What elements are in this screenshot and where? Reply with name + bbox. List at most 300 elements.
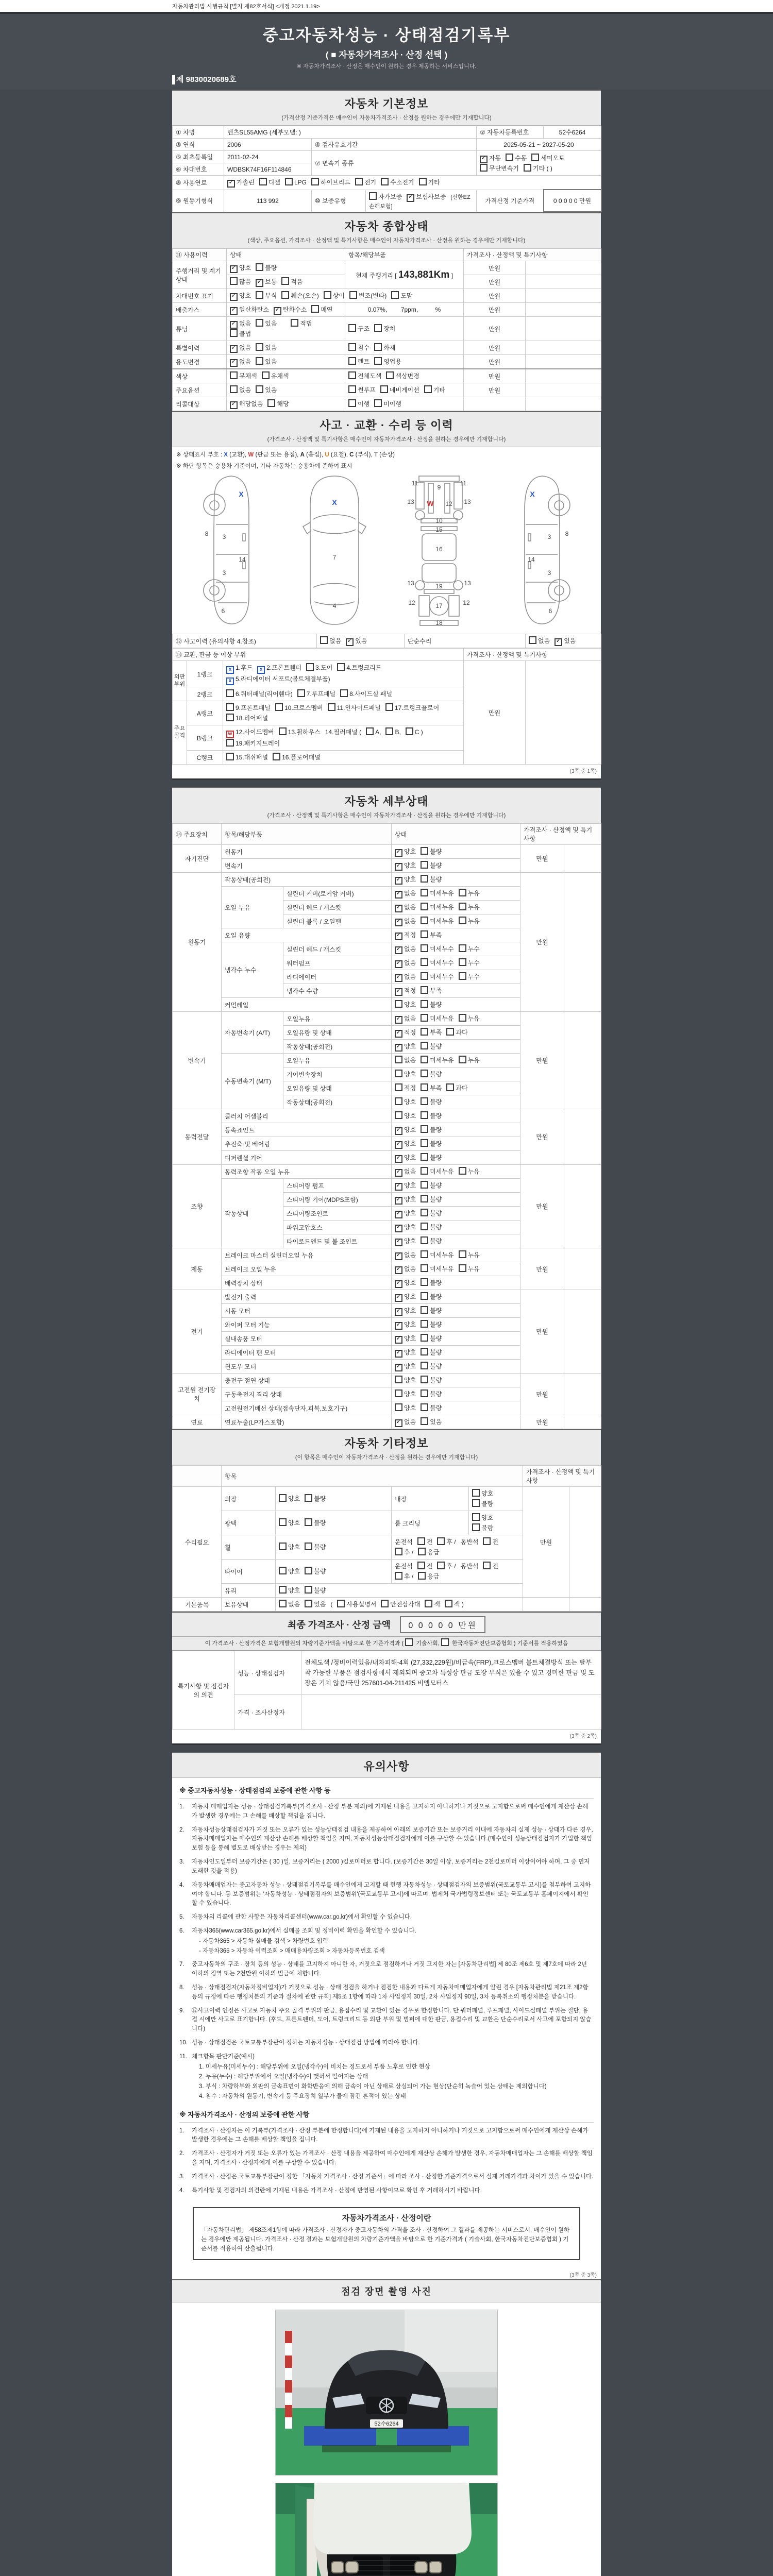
checkbox-icon[interactable] [385, 727, 393, 735]
checkbox-icon[interactable] [395, 891, 402, 899]
checkbox-icon[interactable] [395, 1308, 402, 1316]
checkbox-icon[interactable] [230, 371, 238, 379]
option [421, 1111, 442, 1121]
checkbox-icon[interactable] [459, 958, 466, 966]
remarks-side-label: 특기사항 및 점검자의 의견 [173, 1651, 234, 1730]
car-diagrams [172, 470, 601, 634]
checkbox-icon[interactable] [274, 307, 281, 315]
checkbox-icon[interactable] [421, 1083, 428, 1091]
checkbox-icon[interactable] [374, 357, 382, 365]
option-label: LPG [294, 179, 307, 186]
checkbox-icon[interactable] [446, 1028, 454, 1036]
notice-block1-title: ※ 중고자동차성능 · 상태점검의 보증에 관한 사항 등 [179, 1782, 594, 1799]
checkbox-icon[interactable] [395, 1044, 402, 1052]
checkbox-icon[interactable] [279, 1494, 287, 1502]
checkbox-icon[interactable] [366, 727, 374, 735]
checkbox-icon[interactable] [421, 1334, 428, 1342]
checkbox-icon[interactable] [230, 401, 238, 409]
checkbox-icon[interactable] [459, 1167, 466, 1175]
checkbox-icon[interactable] [279, 1600, 287, 1607]
checkbox-icon[interactable]: x [226, 677, 234, 685]
checkbox-icon[interactable] [421, 1181, 428, 1189]
checkbox-icon[interactable]: x [226, 666, 234, 674]
checkbox-icon[interactable] [395, 1097, 402, 1105]
option-label: 미세누유 [430, 1251, 454, 1259]
checkbox-icon[interactable] [395, 1322, 402, 1330]
checkbox-icon[interactable] [421, 1056, 428, 1063]
checkbox-icon[interactable] [256, 357, 263, 365]
rankB-options[interactable] [223, 725, 464, 751]
checkbox-icon[interactable] [395, 1169, 402, 1177]
checkbox-icon[interactable] [421, 986, 428, 994]
checkbox-icon[interactable] [421, 1236, 428, 1244]
checkbox-icon[interactable] [256, 263, 263, 271]
option-label: 불량 [430, 1182, 442, 1189]
checkbox-icon[interactable] [421, 861, 428, 869]
checkbox-icon[interactable] [324, 291, 331, 299]
option-label: 있음 [265, 386, 277, 394]
checkbox-icon[interactable] [230, 307, 238, 315]
transmission-options[interactable] [477, 151, 601, 176]
checkbox-icon[interactable] [421, 1223, 428, 1230]
checkbox-icon[interactable] [421, 1348, 428, 1355]
checkbox-icon[interactable] [386, 371, 394, 379]
accident-history-options[interactable] [317, 634, 405, 648]
rank2-options[interactable] [223, 687, 464, 701]
checkbox-icon[interactable] [483, 1562, 491, 1569]
recall-items[interactable] [345, 397, 464, 411]
option [395, 888, 416, 899]
checkbox-icon[interactable] [483, 1537, 491, 1545]
option-label: 안전삼각대 [390, 1601, 421, 1608]
checkbox-icon[interactable] [230, 265, 238, 273]
checkbox-icon[interactable] [230, 329, 238, 337]
option [395, 1013, 416, 1024]
mileage-amount-options[interactable] [227, 275, 345, 289]
checkbox-icon[interactable] [445, 1600, 452, 1607]
checkbox-icon[interactable] [421, 903, 428, 910]
checkbox-icon[interactable] [279, 1586, 287, 1594]
option [421, 860, 442, 871]
checkbox-icon[interactable] [395, 960, 402, 968]
checkbox-icon[interactable] [459, 944, 466, 952]
exchange-parts-table [172, 648, 601, 765]
group-transmission: 변속기 [173, 1012, 222, 1109]
checkbox-icon[interactable] [226, 739, 234, 747]
notice-number: 10. [179, 2039, 188, 2046]
checkbox-icon[interactable] [395, 1252, 402, 1260]
checkbox-icon[interactable] [459, 1014, 466, 1022]
checkbox-icon[interactable] [421, 1195, 428, 1202]
checkbox-icon[interactable] [348, 324, 356, 332]
checkbox-icon[interactable] [395, 863, 402, 871]
checkbox-icon[interactable] [320, 636, 328, 644]
checkbox-icon[interactable] [421, 1389, 428, 1397]
notice-text: 성능 · 상태점검은 국토교통부장관이 정하는 자동차성능 · 상태점검 방법에 따라야 합니다. [192, 2039, 420, 2046]
checkbox-icon[interactable] [395, 1016, 402, 1024]
checkbox-icon[interactable] [421, 1153, 428, 1161]
option [256, 277, 277, 287]
checkbox-icon[interactable] [506, 154, 513, 161]
checkbox-icon[interactable] [395, 1403, 402, 1411]
car-name-value: 벤츠SL55AMG (세부모델: ) [224, 126, 477, 139]
checkbox-icon[interactable] [395, 1197, 402, 1205]
checkbox-icon[interactable] [337, 663, 345, 671]
checkbox-icon[interactable] [256, 319, 263, 327]
option [421, 1194, 442, 1205]
checkbox-icon[interactable] [419, 178, 427, 185]
option-label: 가솔린 [237, 179, 255, 186]
color-items[interactable] [345, 369, 464, 383]
checkbox-icon[interactable] [369, 192, 377, 200]
checkbox-icon[interactable] [391, 291, 399, 299]
special-history-items[interactable] [345, 341, 464, 355]
checkbox-icon[interactable] [230, 345, 238, 353]
checkbox-icon[interactable] [285, 178, 293, 185]
frame-group-label: 주요골격 [173, 701, 187, 765]
checkbox-icon[interactable] [421, 1417, 428, 1425]
checkbox-icon[interactable] [226, 703, 234, 711]
checkbox-icon[interactable] [355, 178, 363, 185]
checkbox-icon[interactable] [437, 1537, 445, 1545]
checkbox-icon[interactable] [226, 753, 234, 760]
option [386, 371, 419, 381]
checkbox-icon[interactable] [421, 1264, 428, 1272]
checkbox-icon[interactable] [256, 279, 263, 287]
checkbox-icon[interactable] [395, 877, 402, 885]
option [230, 343, 251, 353]
checkbox-icon[interactable] [259, 178, 267, 185]
vin-mark-options[interactable] [227, 289, 464, 303]
checkbox-icon[interactable] [348, 343, 356, 351]
checkbox-icon[interactable] [421, 1014, 428, 1022]
checkbox-icon[interactable] [374, 343, 382, 351]
checkbox-icon[interactable] [395, 1376, 402, 1383]
checkbox-icon[interactable] [459, 1250, 466, 1258]
checkbox-icon[interactable] [459, 972, 466, 980]
checkbox-icon[interactable] [421, 1209, 428, 1216]
checkbox-icon[interactable] [395, 988, 402, 996]
option [421, 1166, 453, 1177]
checkbox-icon[interactable] [554, 638, 562, 646]
checkbox-icon[interactable] [311, 305, 319, 313]
checkbox-icon[interactable] [306, 663, 314, 671]
diagram-mark: 15 [435, 526, 443, 533]
checkbox-icon[interactable] [395, 1083, 402, 1091]
checkbox-icon[interactable] [230, 277, 238, 285]
checkbox-icon[interactable] [256, 343, 263, 351]
checkbox-icon[interactable] [348, 399, 356, 407]
detail-head-item: 항목/해당부품 [222, 824, 392, 845]
checkbox-icon[interactable] [281, 277, 289, 285]
checkbox-icon[interactable] [395, 1155, 402, 1163]
checkbox-icon[interactable] [480, 164, 488, 172]
checkbox-icon[interactable] [395, 1183, 402, 1191]
option-label: 구조 [358, 325, 370, 332]
simple-repair-options[interactable] [526, 634, 601, 648]
main-option-items[interactable] [345, 383, 464, 397]
engine-type-value: 113 992 [224, 190, 312, 212]
option-label: 양호 [481, 1514, 494, 1521]
option-label: 적정 [404, 987, 416, 994]
recall-options[interactable] [227, 397, 345, 411]
option [380, 385, 419, 395]
option-label: 전 [492, 1538, 499, 1546]
checkbox-icon[interactable] [279, 1567, 287, 1574]
option [230, 399, 263, 409]
checkbox-icon[interactable] [337, 1600, 345, 1607]
checkbox-icon[interactable] [395, 1294, 402, 1302]
checkbox-icon[interactable] [226, 714, 234, 721]
checkbox-icon[interactable] [267, 399, 275, 407]
checkbox-icon[interactable] [421, 1362, 428, 1369]
checkbox-icon[interactable] [328, 703, 335, 711]
checkbox-icon[interactable] [406, 727, 413, 735]
checkbox-icon[interactable] [348, 357, 356, 365]
notice-text: 가격조사 · 산정자가 거짓 또는 오류가 있는 가격조사 · 산정 내용을 제공하여 매수인에게 재산상 손해가 발생한 경우, 자동차매매업자는 그 손해를 배상할 책임을 지며, 가격조사 · 산정자에게 이를 구상할 수 있습니다. [192, 2150, 593, 2166]
checkbox-icon[interactable] [305, 1600, 312, 1607]
option [421, 846, 442, 857]
checkbox-icon[interactable] [395, 946, 402, 954]
notice-number: 5. [179, 1914, 184, 1921]
checkbox-icon[interactable] [281, 291, 289, 299]
option [421, 1180, 442, 1191]
option [421, 1292, 442, 1302]
main-option-options[interactable] [227, 383, 345, 397]
option [459, 944, 480, 954]
checkbox-icon[interactable] [421, 875, 428, 883]
checkbox-icon[interactable] [421, 1306, 428, 1314]
checkbox-icon[interactable] [395, 1572, 402, 1580]
checkbox-icon[interactable] [227, 180, 235, 188]
checkbox-icon[interactable] [230, 359, 238, 367]
option-label: 12.사이드멤버 [236, 728, 274, 736]
emission-options[interactable] [227, 303, 345, 317]
option [524, 163, 552, 174]
checkbox-icon[interactable] [395, 1070, 402, 1077]
checkbox-icon[interactable] [472, 1523, 480, 1531]
checkbox-icon[interactable] [275, 703, 283, 711]
checkbox-icon[interactable] [349, 291, 357, 299]
checkbox-icon[interactable] [305, 1494, 312, 1502]
checkbox-icon[interactable] [421, 944, 428, 952]
warranty-options[interactable] [366, 190, 477, 212]
checkbox-icon[interactable] [424, 385, 432, 393]
checkbox-icon[interactable] [421, 1376, 428, 1383]
checkbox-icon[interactable] [524, 164, 531, 172]
checkbox-icon[interactable] [421, 1320, 428, 1328]
diagram-mark: 6 [221, 607, 225, 615]
checkbox-icon[interactable] [459, 1056, 466, 1063]
checkbox-icon[interactable] [346, 638, 354, 646]
option-label: 불량 [430, 1321, 442, 1328]
checkbox-icon[interactable] [529, 636, 536, 644]
notice-text: 성능 · 상태점검자(자동차정비업자)가 거짓으로 성능 · 상태 점검을 하거나 점검한 내용과 다르게 자동차매매업자에게 알린 경우 [자동차관리법 제21조 제2항 등의 규정에 따른 행정처분의 기준과 절차에 관한 규칙] 제5조 1항에 따라 1차 사업정지 30일, 2차 사업정지 90일, 3차 등록취소의 행정처분을 받습니다. [192, 1984, 589, 2000]
option-label: 없음 [404, 973, 416, 980]
checkbox-icon[interactable] [418, 1548, 426, 1555]
checkbox-icon[interactable] [381, 178, 389, 185]
checkbox-icon[interactable] [348, 385, 356, 393]
checkbox-icon[interactable] [417, 1537, 425, 1545]
checkbox-icon[interactable] [297, 689, 305, 697]
checkbox-icon[interactable] [305, 1518, 312, 1526]
option-label: 불량 [430, 1140, 442, 1147]
checkbox-icon[interactable] [395, 1056, 402, 1063]
checkbox-icon[interactable] [459, 903, 466, 910]
option [349, 291, 386, 301]
checkbox-icon[interactable] [311, 178, 319, 185]
checkbox-icon[interactable] [421, 1000, 428, 1008]
option [340, 689, 392, 699]
checkbox-icon[interactable] [418, 1572, 426, 1580]
checkbox-icon[interactable] [421, 1111, 428, 1119]
checkbox-icon[interactable] [230, 293, 238, 301]
checkbox-icon[interactable] [405, 1638, 413, 1646]
tuning-item-options[interactable] [345, 317, 464, 341]
checkbox-icon[interactable] [407, 194, 414, 202]
option-label: 양호 [404, 1071, 416, 1078]
checkbox-icon[interactable] [459, 917, 466, 924]
checkbox-icon[interactable] [531, 154, 539, 161]
mileage-state-options[interactable] [227, 261, 345, 275]
checkbox-icon[interactable] [395, 1127, 402, 1135]
checkbox-icon[interactable] [472, 1489, 480, 1497]
checkbox-icon[interactable] [421, 889, 428, 896]
checkbox-icon[interactable] [279, 1543, 287, 1550]
checkbox-icon[interactable] [421, 1167, 428, 1175]
checkbox-icon[interactable] [395, 1280, 402, 1288]
checkbox-icon[interactable]: x [257, 666, 265, 674]
tuning-options[interactable] [227, 317, 345, 341]
checkbox-icon[interactable] [395, 974, 402, 982]
checkbox-icon[interactable] [421, 1250, 428, 1258]
checkbox-icon[interactable] [340, 689, 348, 697]
checkbox-icon[interactable] [421, 1070, 428, 1077]
checkbox-icon[interactable] [472, 1499, 480, 1507]
checkbox-icon[interactable] [279, 1518, 287, 1526]
special-history-options[interactable] [227, 341, 345, 355]
option [395, 1361, 416, 1371]
color-options[interactable] [227, 369, 345, 383]
checkbox-icon[interactable] [226, 689, 234, 697]
option-label: 양호 [288, 1544, 300, 1551]
document-number: 제 9830020689호 [172, 75, 601, 84]
checkbox-icon[interactable] [395, 1111, 402, 1119]
checkbox-icon[interactable] [421, 1292, 428, 1300]
checkbox-icon[interactable] [230, 321, 238, 329]
checkbox-icon[interactable] [395, 905, 402, 912]
checkbox-icon[interactable] [395, 1419, 402, 1427]
rank1-options[interactable] [223, 661, 464, 687]
checkbox-icon[interactable] [395, 1389, 402, 1397]
checkbox-icon[interactable] [395, 919, 402, 926]
checkbox-icon[interactable] [421, 930, 428, 938]
checkbox-icon[interactable] [395, 1266, 402, 1274]
checkbox-icon[interactable] [348, 371, 356, 379]
checkbox-icon[interactable] [421, 917, 428, 924]
checkbox-icon[interactable] [421, 972, 428, 980]
checkbox-icon[interactable] [395, 1225, 402, 1232]
option [421, 1069, 442, 1079]
fuel-options[interactable] [224, 176, 601, 190]
checkbox-icon[interactable] [256, 291, 263, 299]
checkbox-icon[interactable] [480, 156, 488, 163]
checkbox-icon[interactable] [395, 1000, 402, 1008]
notice-subitem: - 자동차365 > 자동차 실매물 검색 > 차량번호 입력 [199, 1938, 328, 1944]
checkbox-icon[interactable] [380, 385, 388, 393]
main-option-label: 주요옵션 [173, 383, 227, 397]
checkbox-icon[interactable] [305, 1567, 312, 1574]
checkbox-icon[interactable] [262, 371, 270, 379]
checkbox-icon[interactable] [425, 1600, 432, 1607]
option [407, 192, 446, 202]
checkbox-icon[interactable] [230, 385, 238, 393]
diagram-mark: 12 [462, 599, 470, 606]
checkbox-icon[interactable] [417, 1562, 425, 1569]
checkbox-icon[interactable] [305, 1586, 312, 1594]
checkbox-icon[interactable] [385, 703, 393, 711]
checkbox-icon[interactable] [395, 1211, 402, 1218]
checkbox-icon[interactable] [441, 1638, 449, 1646]
checkbox-icon[interactable] [421, 1028, 428, 1036]
checkbox-icon[interactable] [395, 933, 402, 940]
rankA-options[interactable] [223, 701, 464, 725]
checkbox-icon[interactable] [291, 319, 298, 327]
checkbox-icon[interactable] [395, 1239, 402, 1246]
checkbox-icon[interactable] [421, 1125, 428, 1133]
checkbox-icon[interactable]: w [226, 731, 234, 738]
mileage-note [526, 261, 601, 275]
option [417, 1561, 433, 1571]
notice-number: 6. [179, 1927, 184, 1934]
checkbox-icon[interactable] [421, 1097, 428, 1105]
rankC-options[interactable] [223, 751, 464, 765]
checkbox-icon[interactable] [421, 1278, 428, 1286]
checkbox-icon[interactable] [395, 1141, 402, 1149]
checkbox-icon[interactable] [381, 1600, 389, 1607]
section-notice-header [172, 1752, 601, 1778]
checkbox-icon[interactable] [459, 889, 466, 896]
checkbox-icon[interactable] [279, 727, 287, 735]
option-label: 양호 [404, 876, 416, 883]
checkbox-icon[interactable] [374, 324, 382, 332]
checkbox-icon[interactable] [395, 1364, 402, 1371]
checkbox-icon[interactable] [395, 1350, 402, 1358]
checkbox-icon[interactable] [421, 1139, 428, 1147]
checkbox-icon[interactable] [459, 1264, 466, 1272]
checkbox-icon[interactable] [446, 1083, 454, 1091]
checkbox-icon[interactable] [395, 849, 402, 857]
checkbox-icon[interactable] [374, 399, 382, 407]
checkbox-icon[interactable] [472, 1513, 480, 1521]
checkbox-icon[interactable] [256, 385, 263, 393]
usage-change-options[interactable] [227, 355, 345, 369]
checkbox-icon[interactable] [395, 1030, 402, 1038]
checkbox-icon[interactable] [437, 1562, 445, 1569]
option-label: 5.라디에이터 서포트(볼트체결부품) [236, 675, 330, 683]
checkbox-icon[interactable] [421, 958, 428, 966]
checkbox-icon[interactable] [305, 1543, 312, 1550]
checkbox-icon[interactable] [421, 1403, 428, 1411]
usage-change-items[interactable] [345, 355, 464, 369]
checkbox-icon[interactable] [421, 847, 428, 855]
checkbox-icon[interactable] [395, 1336, 402, 1344]
checkbox-icon[interactable] [395, 1548, 402, 1555]
option [421, 1306, 442, 1316]
other-head-price: 가격조사 · 산정액 및 특기사항 [523, 1466, 601, 1487]
checkbox-icon[interactable] [421, 1042, 428, 1049]
checkbox-icon[interactable] [273, 753, 280, 760]
